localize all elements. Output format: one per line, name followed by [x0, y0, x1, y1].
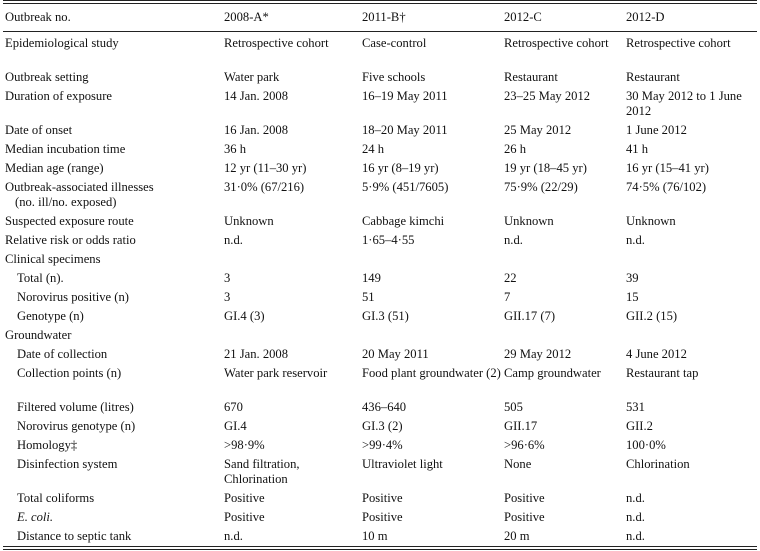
table-cell: Water park: [224, 70, 280, 84]
table-cell: 26 h: [504, 142, 527, 156]
row-label: Median age (range): [5, 161, 104, 175]
table-cell: 3: [224, 290, 231, 304]
table-row: [3, 417, 757, 436]
table-cell: >99·4%: [362, 438, 403, 452]
table-cell: 20 m: [504, 529, 530, 543]
row-label: Epidemiological study: [5, 36, 119, 50]
table-row: [3, 364, 757, 398]
row-label: Median incubation time: [5, 142, 126, 156]
table-cell: Positive: [504, 491, 545, 505]
table-cell: GII.17 (7): [504, 309, 556, 323]
table-cell: 16 yr (15–41 yr): [626, 161, 709, 175]
table-cell: Positive: [224, 510, 265, 524]
table-cell: 5·9% (451/7605): [362, 180, 449, 194]
table-row: [3, 178, 757, 212]
table-cell: 531: [626, 400, 645, 414]
table-cell: Case-control: [362, 36, 427, 50]
table-cell: Unknown: [504, 214, 554, 228]
row-label: Relative risk or odds ratio: [5, 233, 136, 247]
table-row: [3, 398, 757, 417]
table-row: [3, 508, 757, 527]
table-cell: 10 m: [362, 529, 388, 543]
row-label: Norovirus positive (n): [17, 290, 129, 304]
table-cell: 15: [626, 290, 639, 304]
illnesses-label: Outbreak-associated illnesses: [5, 180, 154, 194]
table-cell: Restaurant tap: [626, 366, 699, 380]
table-cell: 16 Jan. 2008: [224, 123, 289, 137]
table-cell: 41 h: [626, 142, 649, 156]
table-cell: n.d.: [626, 510, 645, 524]
table-cell: Retrospective cohort: [224, 36, 329, 50]
table-cell: Restaurant: [504, 70, 558, 84]
table-cell: 25 May 2012: [504, 123, 572, 137]
table-row: [3, 231, 757, 250]
table-cell: 31·0% (67/216): [224, 180, 305, 194]
table-cell: GI.3 (2): [362, 419, 403, 433]
table-row: [3, 159, 757, 178]
table-cell: 1·65–4·55: [362, 233, 415, 247]
row-label: Suspected exposure route: [5, 214, 134, 228]
table-row: [3, 87, 757, 121]
header-cell: Outbreak no.: [3, 4, 222, 32]
section-row: [3, 250, 757, 269]
table-cell: GI.4: [224, 419, 247, 433]
table-cell: n.d.: [626, 491, 645, 505]
table-cell: 24 h: [362, 142, 385, 156]
table-cell: Retrospective cohort: [504, 36, 609, 50]
table-row: [3, 527, 757, 547]
table-row: [3, 345, 757, 364]
table-cell: >98·9%: [224, 438, 265, 452]
table-cell: 12 yr (11–30 yr): [224, 161, 307, 175]
table-cell: 22: [504, 271, 517, 285]
row-label: Date of collection: [17, 347, 108, 361]
row-label: Homology‡: [17, 438, 78, 452]
table-cell: Unknown: [626, 214, 676, 228]
table-row: [3, 288, 757, 307]
table-cell: n.d.: [626, 233, 645, 247]
table-row: [3, 307, 757, 326]
table-cell: 3: [224, 271, 231, 285]
header-cell: 2011-B†: [360, 4, 502, 32]
row-label: Genotype (n): [17, 309, 84, 323]
table-cell: Chlorination: [626, 457, 690, 471]
table-cell: Five schools: [362, 70, 426, 84]
table-cell: Cabbage kimchi: [362, 214, 445, 228]
table-cell: 14 Jan. 2008: [224, 89, 289, 103]
table-cell: 149: [362, 271, 381, 285]
row-label: Total coliforms: [17, 491, 95, 505]
table-cell: Unknown: [224, 214, 274, 228]
header-cell: 2012-C: [502, 4, 624, 32]
table-cell: GII.17: [504, 419, 538, 433]
section-row: [3, 326, 757, 345]
table-cell: >96·6%: [504, 438, 545, 452]
table-cell: 436–640: [362, 400, 407, 414]
illnesses-sublabel: (no. ill/no. exposed): [15, 195, 117, 209]
table-cell: Food plant groundwater (2): [362, 366, 501, 380]
table-row: [3, 489, 757, 508]
bottom-rule: [3, 547, 757, 550]
table-cell: GII.2 (15): [626, 309, 678, 323]
row-label: Date of onset: [5, 123, 73, 137]
row-label: [3, 508, 222, 527]
section-heading-clinical: Clinical specimens: [5, 252, 101, 266]
row-label: [3, 178, 222, 212]
table-cell: Sand filtration, Chlorination: [224, 457, 300, 486]
table-row: [3, 212, 757, 231]
ecoli-label: E. coli.: [17, 510, 54, 524]
table-cell: Ultraviolet light: [362, 457, 443, 471]
table-cell: 18–20 May 2011: [362, 123, 448, 137]
table-cell: Positive: [362, 491, 403, 505]
table-cell: 1 June 2012: [626, 123, 687, 137]
table-cell: Positive: [362, 510, 403, 524]
row-label: Disinfection system: [17, 457, 118, 471]
table-cell: 75·9% (22/29): [504, 180, 578, 194]
table-cell: GII.2: [626, 419, 653, 433]
table-cell: 7: [504, 290, 511, 304]
table-cell: 16–19 May 2011: [362, 89, 448, 103]
total-label: Total (n).: [17, 271, 64, 285]
table-row: [3, 269, 757, 288]
table-cell: None: [504, 457, 532, 471]
table-cell: 29 May 2012: [504, 347, 572, 361]
row-label: Duration of exposure: [5, 89, 113, 103]
table-cell: Restaurant: [626, 70, 680, 84]
table-cell: 4 June 2012: [626, 347, 687, 361]
section-heading-groundwater: Groundwater: [5, 328, 72, 342]
table-cell: 74·5% (76/102): [626, 180, 707, 194]
outbreak-table: [3, 0, 757, 550]
row-label: Outbreak setting: [5, 70, 89, 84]
table-cell: n.d.: [224, 233, 243, 247]
header-cell: 2008-A*: [222, 4, 360, 32]
table-cell: Positive: [224, 491, 265, 505]
table-cell: Camp groundwater: [504, 366, 601, 380]
row-label: Filtered volume (litres): [17, 400, 134, 414]
table-cell: n.d.: [626, 529, 645, 543]
table-cell: GI.3 (51): [362, 309, 409, 323]
table-cell: 51: [362, 290, 375, 304]
table-cell: Water park reservoir: [224, 366, 328, 380]
table-row: [3, 140, 757, 159]
table-row: [3, 121, 757, 140]
header-row: [3, 4, 757, 32]
table-cell: 36 h: [224, 142, 247, 156]
table-cell: 39: [626, 271, 639, 285]
table-cell: 670: [224, 400, 243, 414]
table-cell: 100·0%: [626, 438, 666, 452]
table-cell: 16 yr (8–19 yr): [362, 161, 439, 175]
table-cell: 505: [504, 400, 523, 414]
table-row: [3, 34, 757, 68]
row-label: [3, 269, 222, 288]
row-label: Norovirus genotype (n): [17, 419, 136, 433]
table-cell: n.d.: [504, 233, 523, 247]
table-cell: Positive: [504, 510, 545, 524]
table-cell: n.d.: [224, 529, 243, 543]
table-cell: 21 Jan. 2008: [224, 347, 289, 361]
row-label: Distance to septic tank: [17, 529, 132, 543]
table-row: [3, 436, 757, 455]
table-cell: 20 May 2011: [362, 347, 429, 361]
table-cell: Retrospective cohort: [626, 36, 731, 50]
row-label: Collection points (n): [17, 366, 122, 380]
table-cell: 30 May 2012 to 1 June 2012: [626, 89, 742, 118]
table-row: [3, 68, 757, 87]
table-cell: 19 yr (18–45 yr): [504, 161, 587, 175]
table-row: [3, 455, 757, 489]
table-cell: 23–25 May 2012: [504, 89, 591, 103]
header-cell: 2012-D: [624, 4, 757, 32]
table-cell: GI.4 (3): [224, 309, 265, 323]
